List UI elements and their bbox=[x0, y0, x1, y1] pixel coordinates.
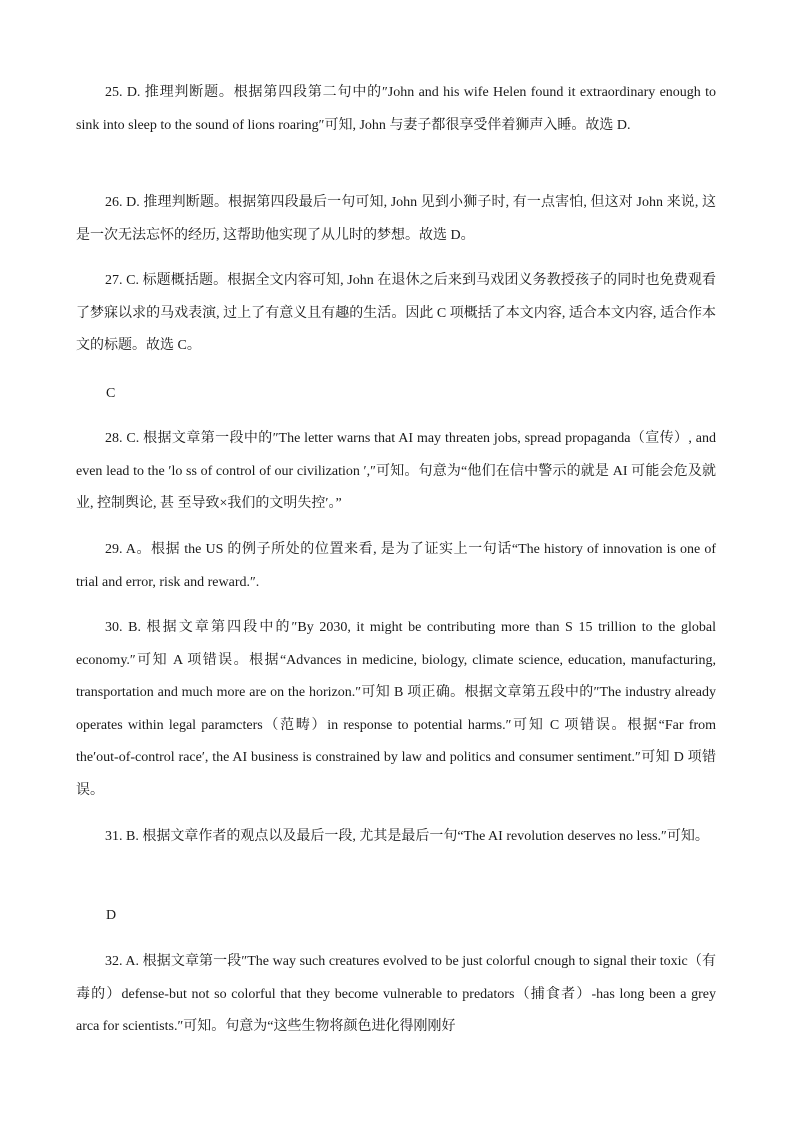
answer-paragraph-32: 32. A. 根据文章第一段″The way such creatures evolved to be just colorful cnough to signal their toxic（有毒的）defense-but not so colorful that they become vulnerable to predators（捕食者）-has long been a grey arca for scientists.″可知。句意为“这些生物将颜色进化得刚刚好 bbox=[76, 954, 716, 1034]
answer-paragraph-28: 28. C. 根据文章第一段中的″The letter warns that AI may threaten jobs, spread propaganda（宣传）, and even lead to the ′lo ss of control of our civilization ′,″可知。句意为“他们在信中警示的就是 AI 可能会危及就业, 控制舆论, 甚 至导致×我们的文明失控′。” bbox=[76, 431, 716, 511]
section-letter-d: D bbox=[106, 908, 117, 923]
answer-paragraph-27: 27. C. 标题概括题。根据全文内容可知, John 在退休之后来到马戏团义务教授孩子的同时也免费观看了梦寐以求的马戏表演, 过上了有意义且有趣的生活。因此 C 项概括了本文内容, 适合本文内容, 适合作本文的标题。故选 C。 bbox=[76, 273, 716, 353]
answer-paragraph-30: 30. B. 根据文章第四段中的″By 2030, it might be contributing more than S 15 trillion to the global economy.″可知 A 项错误。根据“Advances in medicine, biology, climate science, education, manufacturing, transportation and much more are on the horizon.″可知 B 项正确。根据文章第五段中的″The industry already operates within legal paramcters（范畴）in response to potential harms.″可知 C 项错误。根据“Far from the′out-of-control race′, the AI business is constrained by law and politics and consumer sentiment.″可知 D 项错误。 bbox=[76, 620, 716, 798]
answer-paragraph-26: 26. D. 推理判断题。根据第四段最后一句可知, John 见到小狮子时, 有一点害怕, 但这对 John 来说, 这是一次无法忘怀的经历, 这帮助他实现了从儿时的梦想。故选 D。 bbox=[76, 195, 716, 243]
section-letter-c: C bbox=[106, 386, 116, 401]
answer-paragraph-25: 25. D. 推理判断题。根据第四段第二句中的″John and his wife Helen found it extraordinary enough to sink into sleep to the sound of lions roaring″可知, John 与妻子都很享受伴着狮声入睡。故选 D. bbox=[76, 85, 716, 133]
answer-paragraph-31: 31. B. 根据文章作者的观点以及最后一段, 尤其是最后一句“The AI revolution deserves no less.″可知。 bbox=[105, 829, 709, 844]
answer-paragraph-29: 29. A。根据 the US 的例子所处的位置来看, 是为了证实上一句话“The history of innovation is one of trial and error, risk and reward.″. bbox=[76, 542, 716, 590]
